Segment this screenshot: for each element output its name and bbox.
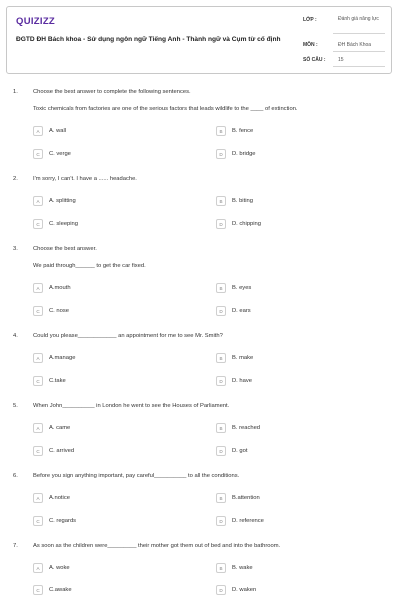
- subject-label: MÔN :: [303, 42, 318, 48]
- option-label: B. fence: [232, 128, 254, 134]
- option-letter-box: A: [33, 196, 43, 206]
- question-text: Could you please____________ an appointment for me to see Mr. Smith?: [33, 333, 223, 339]
- option-d[interactable]: [216, 375, 252, 387]
- option-label: D. got: [232, 448, 248, 454]
- option-b[interactable]: [216, 195, 253, 207]
- option-letter-box: B: [216, 283, 226, 293]
- option-d[interactable]: [216, 515, 264, 527]
- question-count-label: SỐ CÂU :: [303, 57, 326, 63]
- question-number: 1.: [13, 89, 18, 95]
- class-label: LỚP :: [303, 17, 317, 23]
- option-letter-box: D: [216, 306, 226, 316]
- question-text: Before you sign anything important, pay careful__________ to all the conditions.: [33, 473, 240, 479]
- quizizz-logo: QUIZIZZ: [16, 16, 56, 27]
- option-b[interactable]: [216, 125, 253, 137]
- option-label: A.manage: [49, 355, 76, 361]
- question-text: We paid through______ to get the car fixed.: [33, 263, 146, 269]
- option-label: C.awake: [49, 587, 72, 593]
- option-letter-box: B: [216, 563, 226, 573]
- option-label: A. came: [49, 425, 71, 431]
- option-letter-box: A: [33, 353, 43, 363]
- option-letter-box: A: [33, 423, 43, 433]
- question-number: 3.: [13, 246, 18, 252]
- option-a[interactable]: [33, 352, 75, 364]
- option-c[interactable]: [33, 218, 78, 230]
- option-b[interactable]: [216, 492, 260, 504]
- option-label: A.mouth: [49, 285, 71, 291]
- option-letter-box: B: [216, 493, 226, 503]
- question-number: 4.: [13, 333, 18, 339]
- option-letter-box: A: [33, 126, 43, 136]
- option-label: B. make: [232, 355, 254, 361]
- option-label: D. have: [232, 378, 252, 384]
- option-c[interactable]: [33, 305, 69, 317]
- question-text: I'm sorry, I can't. I have a ...... headache.: [33, 176, 137, 182]
- question-number: 5.: [13, 403, 18, 409]
- question-count-value: 15: [338, 57, 344, 63]
- option-letter-box: B: [216, 196, 226, 206]
- option-a[interactable]: [33, 125, 66, 137]
- option-label: D. bridge: [232, 151, 256, 157]
- option-label: C.take: [49, 378, 66, 384]
- subject-underline: [333, 51, 385, 52]
- option-label: A. woke: [49, 565, 70, 571]
- option-label: D. waken: [232, 587, 257, 593]
- option-letter-box: D: [216, 376, 226, 386]
- option-letter-box: A: [33, 563, 43, 573]
- option-a[interactable]: [33, 195, 76, 207]
- option-letter-box: C: [33, 219, 43, 229]
- option-label: B. wake: [232, 565, 253, 571]
- option-label: C. sleeping: [49, 221, 79, 227]
- option-letter-box: C: [33, 376, 43, 386]
- worksheet-title: ĐGTD ĐH Bách khoa - Sử dụng ngôn ngữ Tiếng Anh - Thành ngữ và Cụm từ cố định: [16, 36, 281, 43]
- option-label: A.notice: [49, 495, 70, 501]
- question-text: When John__________ in London he went to see the Houses of Parliament.: [33, 403, 230, 409]
- option-c[interactable]: [33, 375, 66, 387]
- question-number: 6.: [13, 473, 18, 479]
- option-d[interactable]: [216, 584, 256, 596]
- option-letter-box: D: [216, 219, 226, 229]
- worksheet-header: [6, 6, 392, 74]
- option-c[interactable]: [33, 148, 71, 160]
- option-d[interactable]: [216, 445, 247, 457]
- option-label: D. reference: [232, 518, 264, 524]
- option-label: B. biting: [232, 198, 253, 204]
- option-d[interactable]: [216, 218, 261, 230]
- option-a[interactable]: [33, 492, 70, 504]
- option-letter-box: C: [33, 446, 43, 456]
- option-c[interactable]: [33, 515, 76, 527]
- option-letter-box: D: [216, 149, 226, 159]
- option-label: B. reached: [232, 425, 261, 431]
- option-letter-box: C: [33, 585, 43, 595]
- option-a[interactable]: [33, 562, 70, 574]
- option-a[interactable]: [33, 422, 70, 434]
- option-label: C. regards: [49, 518, 77, 524]
- option-letter-box: B: [216, 353, 226, 363]
- question-instruction: Choose the best answer.: [33, 246, 97, 252]
- option-label: B. eyes: [232, 285, 252, 291]
- subject-value: ĐH Bách Khoa: [338, 42, 372, 48]
- option-letter-box: D: [216, 446, 226, 456]
- option-letter-box: D: [216, 585, 226, 595]
- option-letter-box: C: [33, 516, 43, 526]
- option-label: A. splitting: [49, 198, 76, 204]
- option-label: C. verge: [49, 151, 71, 157]
- option-letter-box: D: [216, 516, 226, 526]
- option-b[interactable]: [216, 422, 260, 434]
- option-letter-box: B: [216, 126, 226, 136]
- option-label: C. arrived: [49, 448, 75, 454]
- option-c[interactable]: [33, 445, 74, 457]
- option-a[interactable]: [33, 282, 71, 294]
- class-value: Đánh giá năng lực: [338, 16, 379, 22]
- option-label: D. chipping: [232, 221, 262, 227]
- question-number: 7.: [13, 543, 18, 549]
- option-label: A. wall: [49, 128, 67, 134]
- option-b[interactable]: [216, 282, 251, 294]
- option-label: C. nose: [49, 308, 69, 314]
- count-underline: [333, 66, 385, 67]
- option-d[interactable]: [216, 148, 256, 160]
- option-letter-box: C: [33, 306, 43, 316]
- question-number: 2.: [13, 176, 18, 182]
- option-c[interactable]: [33, 584, 72, 596]
- question-text: Toxic chemicals from factories are one of the serious factors that leads wildlife to the ____ of extinction.: [33, 106, 298, 112]
- option-d[interactable]: [216, 305, 251, 317]
- option-b[interactable]: [216, 352, 253, 364]
- question-instruction: Choose the best answer to complete the following sentences.: [33, 89, 191, 95]
- question-text: As soon as the children were_________ their mother got them out of bed and into the bathroom.: [33, 543, 281, 549]
- option-letter-box: A: [33, 283, 43, 293]
- option-letter-box: A: [33, 493, 43, 503]
- class-underline: [333, 33, 385, 34]
- option-label: B.attention: [232, 495, 260, 501]
- option-letter-box: C: [33, 149, 43, 159]
- option-b[interactable]: [216, 562, 253, 574]
- option-letter-box: B: [216, 423, 226, 433]
- option-label: D. ears: [232, 308, 251, 314]
